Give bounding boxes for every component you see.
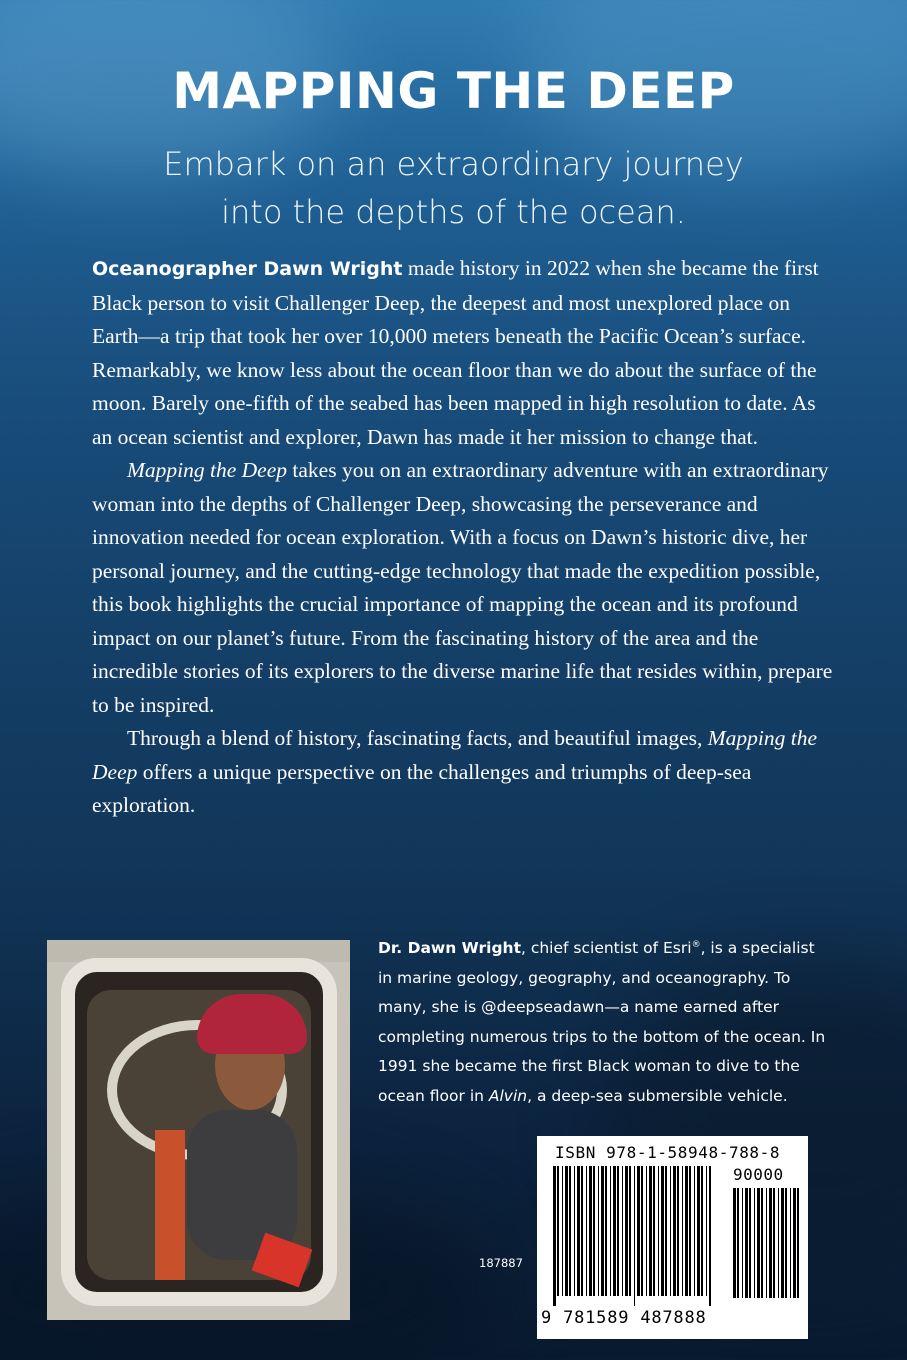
paragraph-1-text: made history in 2022 when she became the first Black person to visit Challenger Deep, the deepest and most unexplored place on Earth—a trip that took her over 10,000 meters beneath the Pacific Ocean’s surface. Remarkably, we know less about the ocean floor than we do about the surface of the moon. Barely one-fifth of the seabed has been mapped in high resolution to date. As an ocean scientist and explorer, Dawn has made it her mission to change that. xyxy=(92,256,819,449)
description-paragraph-1 xyxy=(92,252,838,454)
isbn-barcode xyxy=(537,1136,808,1339)
author-name: Dr. Dawn Wright xyxy=(378,939,521,957)
red-cap xyxy=(197,994,307,1054)
book-title-italic: Mapping the Deep xyxy=(92,726,818,784)
paragraph-3-text: offers a unique perspective on the challenges and triumphs of deep-sea exploration. xyxy=(92,759,752,817)
tagline-line-2: into the depths of the ocean. xyxy=(221,193,686,231)
bio-text-3: , a deep-sea submersible vehicle. xyxy=(527,1086,788,1105)
author-bio xyxy=(378,934,828,1111)
book-title-italic: Mapping the Deep xyxy=(127,458,288,482)
author-photo xyxy=(47,940,350,1320)
isbn-text: ISBN 978-1-58948-788-8 xyxy=(555,1143,781,1162)
product-code: 187887 xyxy=(479,1256,523,1270)
book-description xyxy=(92,252,838,823)
vessel-name: Alvin xyxy=(488,1086,528,1105)
paragraph-2-text: takes you on an extraordinary adventure with an extraordinary woman into the depths of Challenger Deep, showcasing the perseverance and innovation needed for ocean exploration. With a focus on Dawn’s historic dive, her personal journey, and the cutting-edge technology that made the expedition possible, this book highlights the crucial importance of mapping the ocean and its profound impact on our planet’s future. From the fascinating history of the area and the incredible stories of its explorers to the diverse marine life that resides within, prepare to be inspired. xyxy=(92,458,833,717)
author-lead: Oceanographer Dawn Wright xyxy=(92,258,403,280)
ean-digits: 9 781589 487888 xyxy=(541,1308,707,1328)
paragraph-3-start: Through a blend of history, fascinating facts, and beautiful images, xyxy=(127,726,708,750)
bio-text-1: , chief scientist of Esri xyxy=(520,939,692,957)
price-code: 90000 xyxy=(733,1165,784,1184)
barcode-bars xyxy=(553,1166,711,1306)
bio-text-2: , is a specialist in marine geology, geography, and oceanography. To many, she is @deepseadawn—a name earned after completing numerous trips to the bottom of the ocean. In 1991 she became the first Black woman to dive to the ocean floor in xyxy=(378,939,826,1105)
registered-mark: ® xyxy=(691,939,701,950)
barcode-addon-bars xyxy=(733,1188,799,1308)
description-paragraph-3 xyxy=(92,722,838,823)
tagline xyxy=(0,140,907,236)
book-title: MAPPING THE DEEP xyxy=(172,62,735,120)
description-paragraph-2 xyxy=(92,454,838,722)
tagline-line-1: Embark on an extraordinary journey xyxy=(163,145,744,183)
